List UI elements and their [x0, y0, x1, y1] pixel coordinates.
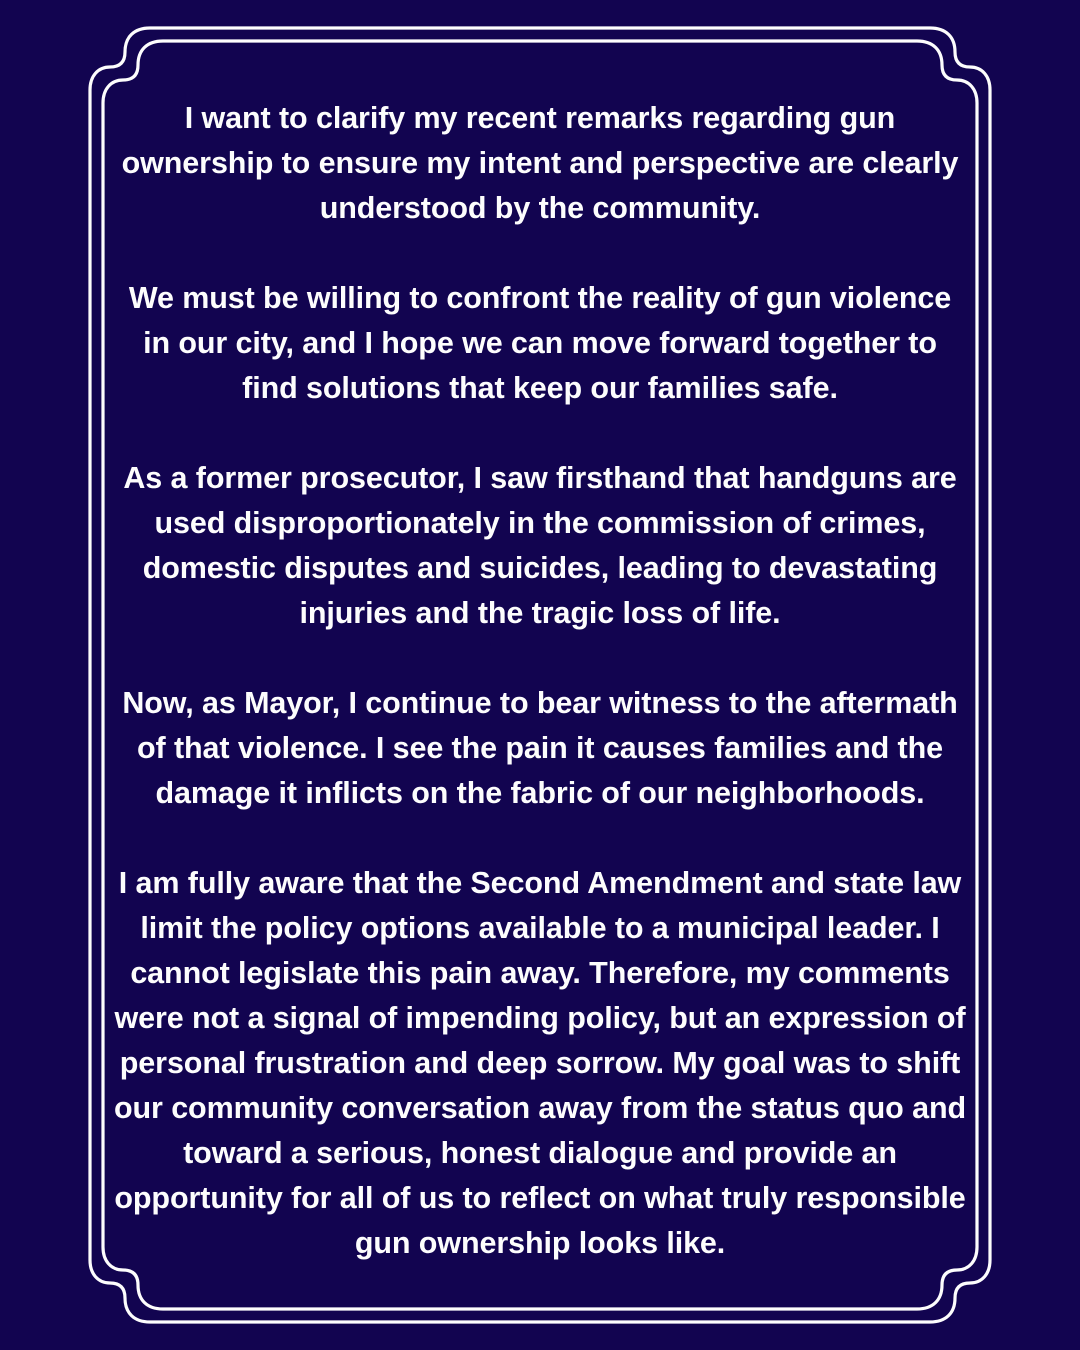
statement-paragraph: We must be willing to confront the reality of gun violence in our city, and I hope we can move forward together to find solutions that keep our families safe.	[128, 281, 952, 405]
statement-text-body	[112, 96, 968, 1266]
statement-paragraph: I am fully aware that the Second Amendment and state law limit the policy options available to a municipal leader. I cannot legislate this pain away. Therefore, my comments were not a signal of impending policy, but an expression of personal frustration and deep sorrow. My goal was to shift our community conversation away from the status quo and toward a serious, honest dialogue and provide an opportunity for all of us to reflect on what truly responsible gun ownership looks like.	[113, 866, 967, 1260]
statement-paragraph: As a former prosecutor, I saw firsthand that handguns are used disproportionately in the commission of crimes, domestic disputes and suicides, leading to devastating injuries and the tragic loss of life.	[123, 461, 957, 630]
statement-paragraph: Now, as Mayor, I continue to bear witness to the aftermath of that violence. I see the pain it causes families and the damage it inflicts on the fabric of our neighborhoods.	[122, 686, 958, 810]
statement-paragraph: I want to clarify my recent remarks regarding gun ownership to ensure my intent and perspective are clearly understood by the community.	[121, 101, 959, 225]
